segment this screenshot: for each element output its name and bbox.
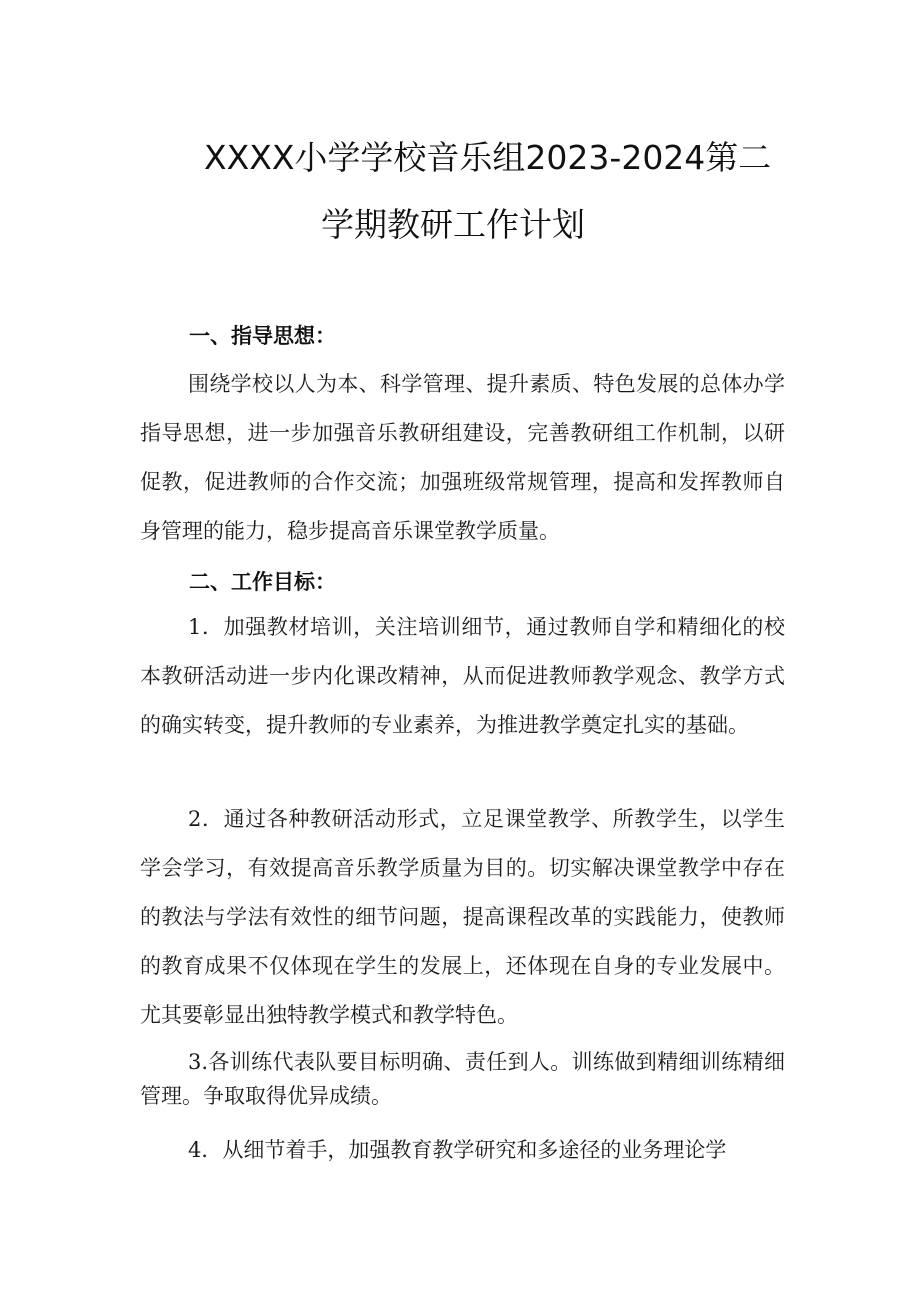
section-heading-guiding-ideology: 一、指导思想： <box>189 324 336 348</box>
document-title-line-2: 学期教研工作计划 <box>321 205 585 244</box>
document-title-line-1: XXXX小学学校音乐组2023-2024第二 <box>204 138 772 177</box>
paragraph-goal-2: 2．通过各种教研活动形式，立足课堂教学、所教学生，以学生学会学习，有效提高音乐教学质量为目的。切实解决课堂教学中存在的教法与学法有效性的细节问题，提高课程改革的实践能力，使教师的教育成果不仅体现在学生的发展上，还体现在自身的专业发展中。尤其要彰显出独特教学模式和教学特色。 <box>140 807 785 1027</box>
paragraph-goal-4: 4．从细节着手，加强教育教学研究和多途径的业务理论学 <box>188 1138 727 1162</box>
paragraph-goal-3: 3.各训练代表队要目标明确、责任到人。训练做到精细训练精细管理。争取取得优异成绩。 <box>140 1050 785 1108</box>
section-heading-work-goals: 二、工作目标： <box>189 570 336 594</box>
paragraph-guiding-ideology: 围绕学校以人为本、科学管理、提升素质、特色发展的总体办学指导思想，进一步加强音乐教研组建设，完善教研组工作机制，以研促教，促进教师的合作交流；加强班级常规管理，提高和发挥教师自身管理的能力，稳步提高音乐课堂教学质量。 <box>140 372 785 543</box>
paragraph-goal-1: 1．加强教材培训，关注培训细节，通过教师自学和精细化的校本教研活动进一步内化课改精神，从而促进教师教学观念、教学方式的确实转变，提升教师的专业素养，为推进教学奠定扎实的基础。 <box>140 615 785 737</box>
